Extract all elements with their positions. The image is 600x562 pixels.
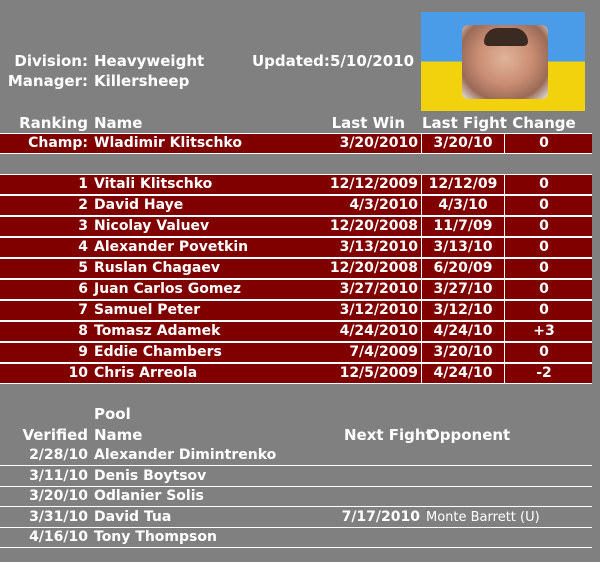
next-fight-cell [300,487,420,506]
champion-face-image [462,25,548,99]
ranking-row [0,342,592,363]
last-win-cell: 3/27/2010 [339,281,418,297]
division-label: Division: [14,52,88,70]
change-cell: 0 [539,176,549,192]
rank-cell: 1 [78,176,88,192]
pool-header-line1: Pool [94,405,131,423]
change-cell: 0 [539,218,549,234]
last-win-cell: 12/20/2008 [329,218,418,234]
name-cell: Ruslan Chagaev [94,260,220,276]
last-win-cell: 4/24/2010 [339,323,418,339]
next-fight-cell: 7/17/2010 [341,508,420,525]
last-fight-cell: 6/20/09 [433,260,493,276]
next-fight-cell [300,446,420,465]
rank-cell: 10 [68,365,88,381]
pool-row [0,508,592,528]
last-fight-cell: 11/7/09 [433,218,493,234]
last-win-cell: 3/13/2010 [339,239,418,255]
name-cell: Nicolay Valuev [94,218,210,234]
name-cell: Wladimir Klitschko [94,135,242,151]
last-win-cell: 3/20/2010 [339,135,418,151]
ranking-row [0,174,592,195]
last-fight-cell: 4/24/10 [433,365,493,381]
last-fight-cell: 3/20/10 [433,135,493,151]
last-win-cell: 3/12/2010 [339,302,418,318]
updated-value: 5/10/2010 [330,52,415,70]
name-cell: Eddie Chambers [94,344,222,360]
next-fight-cell [300,467,420,486]
change-cell: 0 [539,281,549,297]
name-cell: Tomasz Adamek [94,323,221,339]
change-cell: 0 [539,260,549,276]
last-win-cell: 12/20/2008 [329,260,418,276]
verified-cell: 3/11/10 [29,467,88,484]
change-cell: 0 [539,239,549,255]
pool-header-next-fight: Next Fight [344,426,433,444]
ranking-row [0,363,592,384]
ranking-row [0,321,592,342]
change-cell: 0 [539,344,549,360]
change-cell: 0 [539,302,549,318]
verified-cell: 4/16/10 [29,529,88,545]
pool-name-cell: Odlanier Solis [94,488,204,504]
last-win-cell: 12/12/2009 [329,176,418,192]
name-cell: Alexander Povetkin [94,239,249,255]
change-cell: 0 [539,197,549,213]
col-header-ranking: Ranking [19,114,88,132]
opponent-cell: Monte Barrett (U) [426,509,540,525]
rank-cell: 7 [78,302,88,318]
last-fight-cell: 4/24/10 [433,323,493,339]
last-fight-cell: 3/12/10 [433,302,493,318]
pool-row [0,487,592,507]
last-win-cell: 7/4/2009 [349,344,418,360]
col-header-last-win: Last Win [331,114,405,132]
last-win-cell: 4/3/2010 [349,197,418,213]
pool-row [0,467,592,487]
rank-cell: 6 [78,281,88,297]
ranking-row [0,258,592,279]
last-fight-cell: 12/12/09 [428,176,498,192]
verified-cell: 3/31/10 [29,508,88,525]
pool-header-opponent: Opponent [427,426,511,444]
pool-row [0,528,592,548]
name-cell: David Haye [94,197,184,213]
manager-value: Killersheep [94,72,190,90]
division-value: Heavyweight [94,52,205,70]
pool-name-cell: David Tua [94,508,172,525]
col-header-name: Name [94,114,143,132]
col-header-last-fight: Last Fight [422,114,507,132]
name-cell: Vitali Klitschko [94,176,213,192]
rank-cell: 4 [78,239,88,255]
rank-cell: Champ: [28,135,88,151]
rank-cell: 8 [78,323,88,339]
ranking-row [0,216,592,237]
last-fight-cell: 3/27/10 [433,281,493,297]
change-cell: 0 [539,135,549,151]
pool-name-cell: Tony Thompson [94,529,217,545]
pool-row [0,446,592,466]
rank-cell: 2 [78,197,88,213]
next-fight-cell [300,528,420,547]
pool-header-verified: Verified [22,426,88,444]
col-header-change: Change [512,114,576,132]
last-win-cell: 12/5/2009 [339,365,418,381]
rank-cell: 3 [78,218,88,234]
verified-cell: 2/28/10 [29,447,88,463]
ranking-row [0,279,592,300]
champion-row [0,133,592,154]
verified-cell: 3/20/10 [29,488,88,504]
change-cell: -2 [536,365,552,381]
ranking-row [0,195,592,216]
name-cell: Juan Carlos Gomez [94,281,242,297]
ranking-row [0,300,592,321]
change-cell: +3 [533,323,555,339]
ranking-row [0,237,592,258]
rank-cell: 9 [78,344,88,360]
champion-photo [421,12,585,111]
updated-label: Updated: [252,52,330,70]
name-cell: Samuel Peter [94,302,201,318]
last-fight-cell: 3/20/10 [433,344,493,360]
pool-name-cell: Denis Boytsov [94,467,207,484]
rank-cell: 5 [78,260,88,276]
last-fight-cell: 4/3/10 [438,197,488,213]
manager-label: Manager: [7,72,88,90]
pool-name-cell: Alexander Dimintrenko [94,447,277,463]
name-cell: Chris Arreola [94,365,198,381]
pool-header-name: Name [94,426,143,444]
last-fight-cell: 3/13/10 [433,239,493,255]
